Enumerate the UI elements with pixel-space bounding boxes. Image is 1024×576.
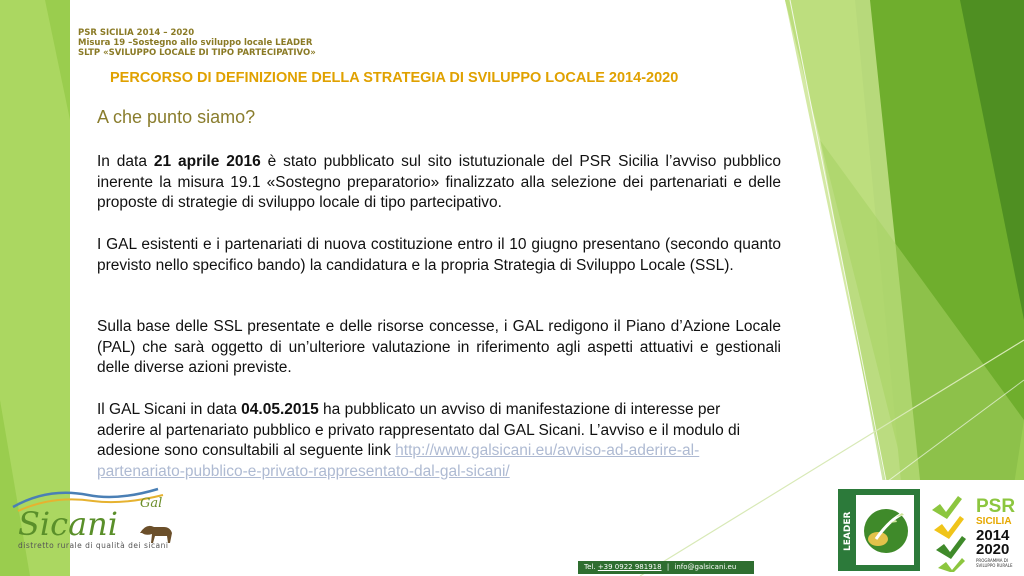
contact-phone: +39 0922 981918: [597, 563, 662, 571]
logo-gal-text: Gal: [140, 496, 163, 511]
paragraph-4: [97, 400, 767, 482]
psr-sicilia-text: SICILIA: [976, 516, 1012, 527]
psr-year-end: 2020: [976, 541, 1010, 558]
slide-header: [78, 28, 316, 58]
contact-email: info@galsicani.eu: [674, 563, 737, 571]
logo-sicani-text: Sicani: [18, 505, 118, 543]
galsicani-link[interactable]: http://www.galsicani.eu/avviso-ad-aderire-al-partenariato-pubblico-e-privato-rappresentato-dal-gal-sicani/: [97, 442, 700, 480]
logo-caption: distretto rurale di qualità dei sicani: [18, 541, 169, 550]
paragraph-4-text: Il GAL Sicani in data: [97, 401, 242, 418]
paragraph-1-text: In data: [97, 153, 154, 170]
paragraph-1-text-rest: è stato pubblicato sul sito istutuzionale del PSR Sicilia l’avviso pubblico inerente la misura 19.1 «Sostegno preparatorio» finalizzato alla selezione dei partenariati e delle proposte di strategie di sviluppo locale di tipo partecipativo.: [97, 153, 781, 211]
psr-text: PSR: [976, 496, 1016, 517]
psr-sicilia-logo: [928, 490, 1022, 572]
psr-year-start: 2014: [976, 527, 1010, 544]
header-line-2: Misura 19 –Sostegno allo sviluppo locale LEADER: [78, 38, 313, 48]
paragraph-3: Sulla base delle SSL presentate e delle risorse concesse, i GAL redigono il Piano d’Azione Locale (PAL) che sarà oggetto di un’ulteriore valutazione in riferimento agli aspetti attuativi e gestionali delle diverse azioni previste.: [97, 318, 781, 376]
header-line-3: SLTP «SVILUPPO LOCALE DI TIPO PARTECIPATIVO»: [78, 48, 316, 58]
paragraph-4-text-rest: ha pubblicato un avviso di manifestazione di interesse per aderire al partenariato pubblico e privato rappresentato dal GAL Sicani. L’avviso e il modulo di adesione sono consultabili al seguente link: [97, 401, 741, 459]
paragraph-1: [97, 152, 781, 214]
header-line-1: PSR SICILIA 2014 – 2020: [78, 28, 195, 38]
contact-tel-label: Tel.: [584, 563, 596, 571]
paragraph-1-date: 21 aprile 2016: [153, 153, 261, 170]
slide-title: PERCORSO DI DEFINIZIONE DELLA STRATEGIA DI SVILUPPO LOCALE 2014-2020: [110, 70, 679, 86]
psr-program-line1: PROGRAMMA DI: [976, 558, 1008, 563]
contact-bar: [578, 561, 754, 574]
leader-logo: [838, 489, 920, 571]
paragraph-4-date: 04.05.2015: [241, 401, 319, 418]
section-question: A che punto siamo?: [97, 107, 256, 127]
leader-label: LEADER: [843, 511, 853, 551]
paragraph-2: I GAL esistenti e i partenariati di nuova costituzione entro il 10 giugno presentano (secondo quanto previsto nello specifico bando) la candidatura e la propria Strategia di Sviluppo Locale (SSL).: [97, 236, 781, 274]
psr-program-line2: SVILUPPO RURALE: [976, 563, 1013, 568]
contact-separator: |: [666, 563, 670, 571]
